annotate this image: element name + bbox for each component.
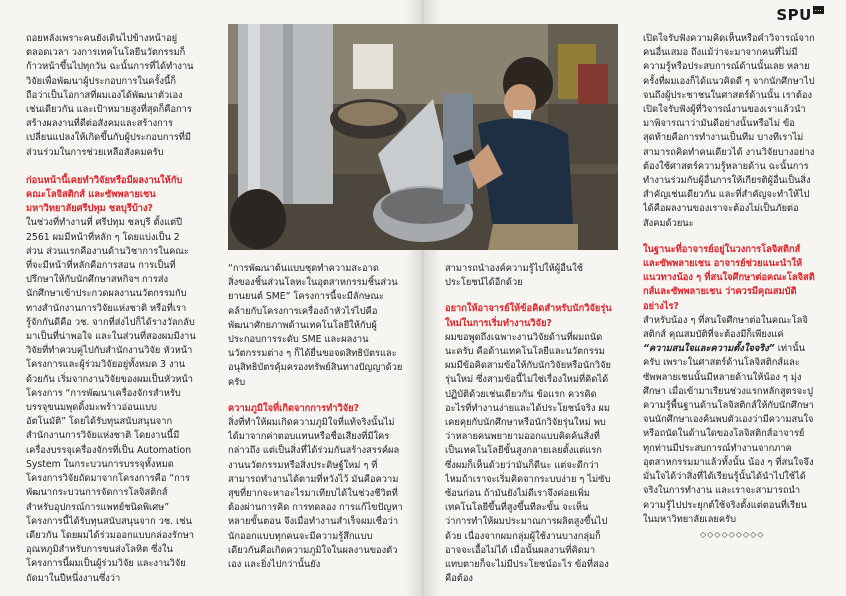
paragraph: “การพัฒนาต้นแบบชุดทำความสะอาดสิ่งของชิ้นส่วนโลหะในอุตสาหกรรมชิ้นส่วนยานยนต์ SME” โครงการนี้จะมีลักษณะคล้ายกับโครงการเครื่องถ้าหัวไร่ไปคือพัฒนาศักยภาพด้านเทคโนโลยีให้กับผู้ประกอบการระดับ SME และผลงานนวัตกรรมต่าง ๆ ก็ได้ยื่นขอจดสิทธิบัตรและอนุสิทธิบัตรคุ้มครองทรัพย์สินทางปัญญาด้วยครับ — [228, 263, 403, 388]
question-heading: ก่อนหน้านี้เคยทำวิจัยหรือมีผลงานให้กับคณะโลจิสติกส์ และซัพพลายเชน มหาวิทยาลัยศรีปทุม ชลบุรีบ้าง? — [26, 174, 183, 215]
paragraph: เปิดใจรับฟังความคิดเห็นหรือคำวิจารณ์จากคนอื่นเสมอ ถึงแม้ว่าจะมาจากคนที่ไม่มีความรู้หรือประสบการณ์ด้านนั้นเลย หลายครั้งที่ผมเองก็ได้แนวคิดดี ๆ จากนักศึกษาไปจนถึงผู้ประชาชนในศาสตร์ด้านนั้น เราต้องเปิดใจรับฟังผู้ที่วิจารณ์งานของเราแล้วนำมาพิจารณาว่ามันดีอย่างนั้นหรือไม่ ข้อสุดท้ายคือการทำงานเป็นทีม บางทีเราไม่สามารถคิดทำคนเดียวได้ งานวิจัยบางอย่างต้องใช้ศาสตร์ความรู้หลายด้าน ฉะนั้นการทำงานร่วมกับผู้อื่นการให้เกียรติผู้อื่นเป็นสิ่งสำคัญเช่นเดียวกัน และที่สำคัญจะทำให้ไปได้คือผลงานของเราจะต้องไม่เป็นภัยต่อสังคมด้วยนะ — [643, 33, 815, 229]
spu-logo: SPU ... — [776, 6, 822, 24]
paragraph: สามารถนำองค์ความรู้ไปให้ผู้อื่นใช้ประโยชน์ได้อีกด้วย — [445, 263, 584, 289]
column-3 — [445, 262, 613, 592]
paragraph: ถอยหลังเพราะคนยังเดินไปข้างหน้าอยู่ตลอดเวลา วงการเทคโนโลยีนวัตกรรมก็ก้าวหน้าขึ้นไปทุกวัน ฉะนั้นการที่ได้ทำงานวิจัยเพื่อพัฒนาผู้ประกอบการในครั้งนี้ก็ถือว่าเป็นโอกาสที่ผมเองได้พัฒนาตัวเองเช่นเดียวกัน และเป้าหมายสูงที่สุดก็คือการสร้างผลงานที่ดีต่อสังคมและสร้างการเปลี่ยนแปลงให้เกิดขึ้นกับผู้ประกอบการที่มีส่วนร่วมในการช่วยเหลือสังคมครับ — [26, 33, 194, 158]
paragraph: ผมขอพูดถึงเฉพาะงานวิจัยด้านที่ผมถนัดนะครับ คือด้านเทคโนโลยีและนวัตกรรม ผมมีข้อคิดสามข้อให้กับนักวิจัยหรือนักวิจัยรุ่นใหม่ ซึ่งสามข้อนี้ไม่ใช่เรื่องใหม่ที่คิดได้ปฏิบัติด้วยเช่นเดียวกัน ข้อแรก ควรคิดอะไรที่ทำงานง่ายและได้ประโยชน์จริง ผมเคยคุยกับนักศึกษาหรือนักวิจัยรุ่นใหม่ พบว่าหลายคนพยายามออกแบบคิดค้นสิ่งที่เป็นเทคโนโลยีขั้นสูงกลายเลยตั้งแต่แรก ซึ่งผมก็เห็นด้วยว่ามันก็ดีนะ แต่จะดีกว่าไหมถ้าเราจะเริ่มคิดจากระบบง่าย ๆ ไม่ซับซ้อนก่อน ถ้ามันยังไม่ดีเราจึงค่อยเพิ่มเทคโนโลยีขึ้นที่สูงขึ้นทีละขั้น จะเห็นว่าการทำให้ผมประมาณการผลิตสูงขึ้นไปด้วย เนื่องจากผมกลุ่มผู้ใช้งานบางกลุ่มก็อาจจะเอื้อไม่ได้ เมื่อนั้นผลงานที่คิดมาแทบตายก็จะไม่มีประโยชน์อะไร ข้อที่สองคือต้อง — [445, 331, 611, 585]
paragraph: สิ่งที่ทำให้ผมเกิดความภูมิใจที่แท้จริงนั้นไม่ได้มาจากค่าตอบแทนหรือชื่อเสียงที่มีใครกล่าวถึง แต่เป็นสิ่งที่ได้ร่วมกันสร้างสรรค์ผลงานนวัตกรรมหรือสิ่งประดิษฐ์ใหม่ ๆ ที่สามารถทำงานได้ตามที่หวังไว้ มันคือความสุขที่ยากจะหาอะไรมาเทียบได้ในช่วงชีวิตที่ต้องผ่านการคิด การทดลอง การแก้ไขปัญหาหลายขั้นตอน จึงเมื่อทำงานสำเร็จผมเชื่อว่านักออกแบบทุกคนจะมีความรู้สึกแบบเดียวกันคือเกิดความภูมิใจในผลงานของตัวเอง และยิ่งไปกว่านั้นยัง — [228, 417, 403, 571]
column-2 — [228, 262, 403, 592]
question-heading: ความภูมิใจที่เกิดจากการทำวิจัย? — [228, 402, 360, 414]
column-4 — [643, 32, 815, 592]
paragraph: ในช่วงที่ทำงานที่ ศรีปทุม ชลบุรี ตั้งแต่ปี 2561 ผมมีหน้าที่หลัก ๆ โดยแบ่งเป็น 2 ส่วน ส่วนแรกคืองานด้านวิชาการในคณะ ที่จะมีหน้าที่หลักคือการสอน การเป็นที่ปรึกษาให้กับนักศึกษาสหกิจฯ การส่งนักศึกษาเข้าประกวดผลงานนวัตกรรมกับทางสำนักงานการวิจัยแห่งชาติ หรือที่เรารู้จักกันดีคือ วช. จากที่ส่งไปก็ได้รางวัลกลับมาเป็นที่น่าพอใจ และในส่วนที่สองผมมีงานวิจัยที่ทำควบคู่ไปกับสำนักงานวิจัย หัวหน้าโครงการและผู้ร่วมวิจัยอยู่ทั้งหมด 3 งานด้วยกัน เริ่มจากงานวิจัยของผมเป็นหัวหน้าโครงการ “การพัฒนาเครื่องจักรสำหรับบรรจุขนมพุดดิ้งมะพร้าวอ่อนแบบอัตโนมัติ” โดยได้รับทุนสนับสนุนจากสำนักงานการวิจัยแห่งชาติ โดยงานนี้มีเครื่องบรรจุเครื่องจักรที่เป็น Automation System ในกระบวนการบรรจุทั้งหมด โครงการวิจัยถัดมาจากโครงการคือ “การพัฒนากระบวนการจัดการโลจิสติกส์ สำหรับอุปกรณ์การแพทย์ชนิดพิเศษ” โครงการนี้ได้รับทุนสนับสนุนจาก วช. เช่นเดียวกัน โดยผมได้ร่วมออกแบบกล่องรักษาอุณหภูมิสำหรับการขนส่งโลหิต ซึ่งในโครงการนี้ผมเป็นผู้ร่วมวิจัย และงานวิจัยถัดมาในปีหนึ่งงานซึ่งว่า — [26, 217, 196, 584]
column-1 — [26, 32, 196, 592]
paragraph — [643, 314, 815, 527]
diamond-ornament: ◇◇◇◇◇◇◇◇◇ — [700, 530, 765, 539]
paragraph-text: สำหรับน้อง ๆ ที่สนใจศึกษาต่อในคณะโลจิสติกส์ คุณสมบัติที่จะต้องมีก็เพียงแค่ — [643, 314, 808, 341]
quote-text: “ความสนใจและความตั้งใจจริง” — [643, 343, 775, 355]
researcher-photo — [228, 24, 618, 250]
paragraph-text: เท่านั้นครับ เพราะในศาสตร์ด้านโลจิสติกส์และซัพพลายเชนนั้นมีหลายด้านให้น้อง ๆ มุ่งศึกษา เมื่อเข้ามาเรียนช่วงแรกหลักสูตรจะปูความรู้พื้นฐานด้านโลจิสติกส์ให้กับนักศึกษา จนนักศึกษาเองค้นพบตัวเองว่ามีความสนใจหรือถนัดในด้านใดของโลจิสติกส์อาจารย์ทุกท่านมีประสบการณ์ทำงานจากภาคอุตสาหกรรมมาแล้วทั้งนั้น น้อง ๆ ที่สนใจจึงมั่นใจได้ว่าสิ่งที่ได้เรียนรู้นั้นได้นำไปใช้ได้จริงในการทำงาน และเราจะสามารถนำความรู้ไปประยุกต์ใช้จริงตั้งแต่ตอนที่เรียนในมหาวิทยาลัยเลยครับ — [643, 343, 814, 525]
question-heading: ในฐานะที่อาจารย์อยู่ในวงการโลจิสติกส์และซัพพลายเชน อาจารย์ช่วยแนะนำให้แนวทางน้อง ๆ ที่สนใจศึกษาต่อคณะโลจิสติกส์และซัพพลายเชน ว่าควรมีคุณสมบัติอย่างไร? — [643, 243, 815, 312]
question-heading: อยากให้อาจารย์ให้ข้อคิดสำหรับนักวิจัยรุ่นใหม่ในการเริ่มทำงานวิจัย? — [445, 303, 612, 329]
